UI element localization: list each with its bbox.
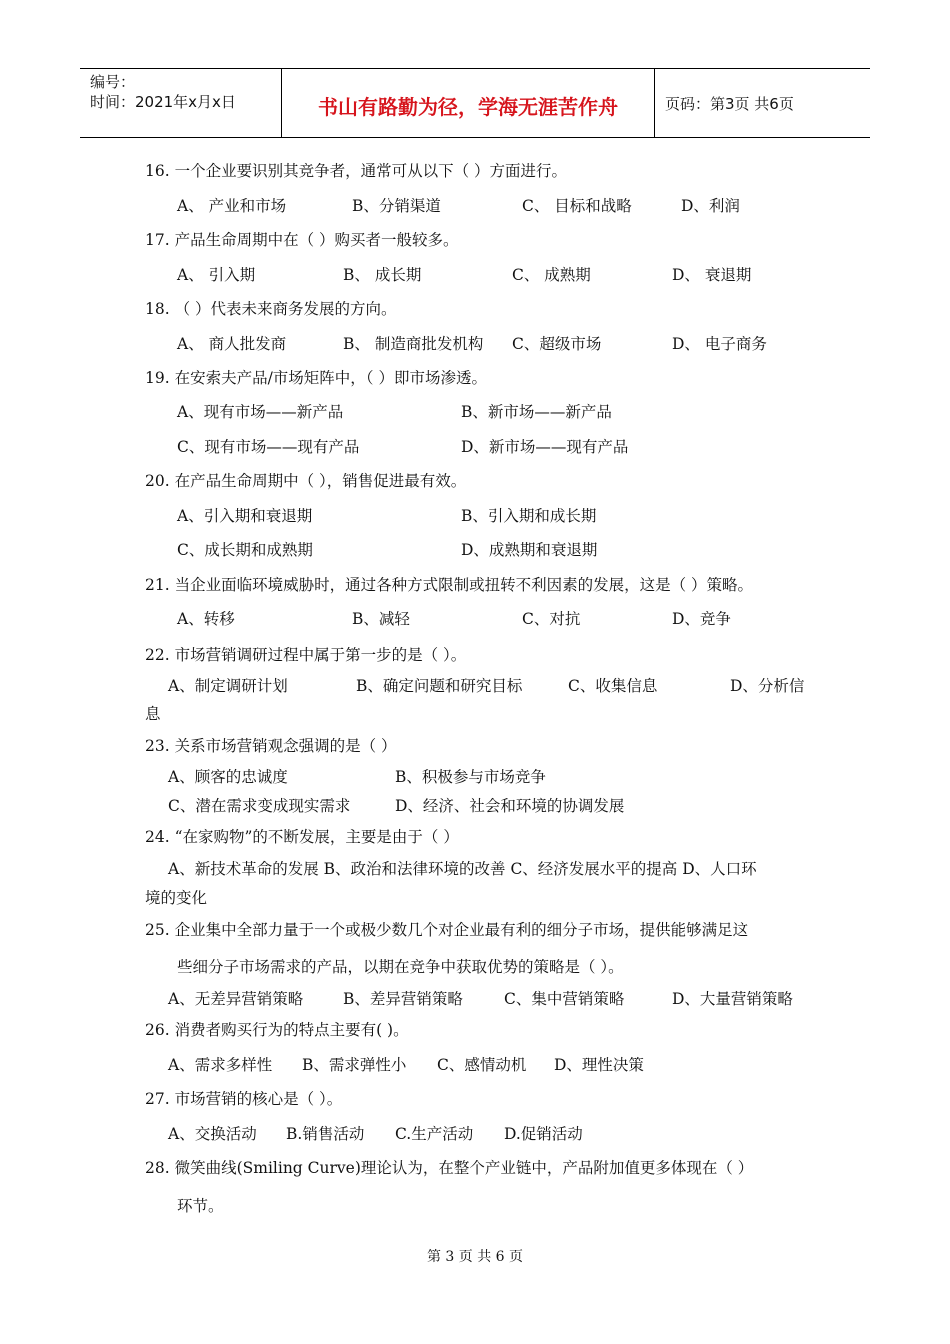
question-stem: 26. 消费者购买行为的特点主要有( )。 xyxy=(145,1021,409,1039)
option: C、 目标和战略 xyxy=(522,197,632,215)
option: C、超级市场 xyxy=(512,335,602,353)
option: D、大量营销策略 xyxy=(672,990,793,1008)
motto: 书山有路勤为径，学海无涯苦作舟 xyxy=(318,95,618,119)
option: B.销售活动 xyxy=(286,1125,365,1143)
question-stem: 21. 当企业面临环境威胁时，通过各种方式限制或扭转不利因素的发展，这是（ ）策略。 xyxy=(145,576,754,594)
option: D、竞争 xyxy=(672,610,731,628)
question-stem: 18. （ ）代表未来商务发展的方向。 xyxy=(145,300,397,318)
header-meta-cell xyxy=(80,69,282,137)
option: B、确定问题和研究目标 xyxy=(356,677,523,695)
question-stem: 17. 产品生命周期中在（ ）购买者一般较多。 xyxy=(145,231,459,249)
question-stem: 28. 微笑曲线(Smiling Curve)理论认为，在整个产业链中，产品附加值更多体现在（ ） xyxy=(145,1159,754,1177)
option: A、 产业和市场 xyxy=(177,197,287,215)
option: A、顾客的忠诚度 xyxy=(168,768,288,786)
option: C、现有市场——现有产品 xyxy=(177,438,360,456)
question-stem: 19. 在安索夫产品/市场矩阵中，（ ）即市场渗透。 xyxy=(145,369,487,387)
option: D、理性决策 xyxy=(554,1056,644,1074)
question-stem: 23. 关系市场营销观念强调的是（ ） xyxy=(145,737,397,755)
serial-label: 编号： xyxy=(90,73,136,91)
time-label: 时间：2021年x月x日 xyxy=(90,93,236,111)
question-stem-continued: 些细分子市场需求的产品，以期在竞争中获取优势的策略是（ ）。 xyxy=(177,958,624,976)
option: B、差异营销策略 xyxy=(343,990,463,1008)
option: B、减轻 xyxy=(352,610,410,628)
question-stem: 16. 一个企业要识别其竞争者，通常可从以下（ ）方面进行。 xyxy=(145,162,568,180)
page-header xyxy=(80,68,870,138)
option: C.生产活动 xyxy=(395,1125,474,1143)
option-wrap: 境的变化 xyxy=(145,889,208,907)
page-footer: 第 3 页 共 6 页 xyxy=(426,1249,524,1265)
option: D.促销活动 xyxy=(504,1125,583,1143)
question-stem: 22. 市场营销调研过程中属于第一步的是（ ）。 xyxy=(145,646,467,664)
option: A、现有市场——新产品 xyxy=(177,403,344,421)
option: D、 电子商务 xyxy=(672,335,767,353)
option: C、感情动机 xyxy=(437,1056,527,1074)
option: C、集中营销策略 xyxy=(504,990,625,1008)
option: C、 成熟期 xyxy=(512,266,591,284)
option-wrap: 息 xyxy=(145,705,161,723)
option: A、转移 xyxy=(177,610,235,628)
option: A、 商人批发商 xyxy=(177,335,287,353)
option: B、新市场——新产品 xyxy=(461,403,612,421)
option: D、成熟期和衰退期 xyxy=(461,541,598,559)
question-stem: 25. 企业集中全部力量于一个或极少数几个对企业最有利的细分子市场，提供能够满足这 xyxy=(145,921,749,939)
option: A、新技术革命的发展 B、政治和法律环境的改善 C、经济发展水平的提高 D、人口环 xyxy=(168,860,757,878)
page-info: 页码：第3页 共6页 xyxy=(665,95,794,113)
question-stem-continued: 环节。 xyxy=(177,1197,224,1215)
option: D、利润 xyxy=(681,197,740,215)
option: C、潜在需求变成现实需求 xyxy=(168,797,351,815)
option: D、分析信 xyxy=(730,677,805,695)
option: D、经济、社会和环境的协调发展 xyxy=(395,797,625,815)
option: D、新市场——现有产品 xyxy=(461,438,629,456)
option: B、 成长期 xyxy=(343,266,422,284)
header-page-cell xyxy=(655,69,870,137)
option: A、引入期和衰退期 xyxy=(177,507,313,525)
option: B、引入期和成长期 xyxy=(461,507,597,525)
option: C、成长期和成熟期 xyxy=(177,541,313,559)
header-motto-cell xyxy=(282,69,655,137)
option: A、需求多样性 xyxy=(168,1056,273,1074)
option: A、无差异营销策略 xyxy=(168,990,304,1008)
option: C、收集信息 xyxy=(568,677,658,695)
question-stem: 20. 在产品生命周期中（ ），销售促进最有效。 xyxy=(145,472,467,490)
option: A、 引入期 xyxy=(177,266,256,284)
option: D、 衰退期 xyxy=(672,266,752,284)
option: B、分销渠道 xyxy=(352,197,441,215)
option: B、需求弹性小 xyxy=(302,1056,407,1074)
option: B、积极参与市场竞争 xyxy=(395,768,546,786)
question-stem: 27. 市场营销的核心是（ ）。 xyxy=(145,1090,343,1108)
option: C、对抗 xyxy=(522,610,581,628)
option: A、制定调研计划 xyxy=(168,677,288,695)
option: B、 制造商批发机构 xyxy=(343,335,484,353)
option: A、交换活动 xyxy=(168,1125,257,1143)
question-stem: 24. “在家购物”的不断发展，主要是由于（ ） xyxy=(145,828,459,846)
